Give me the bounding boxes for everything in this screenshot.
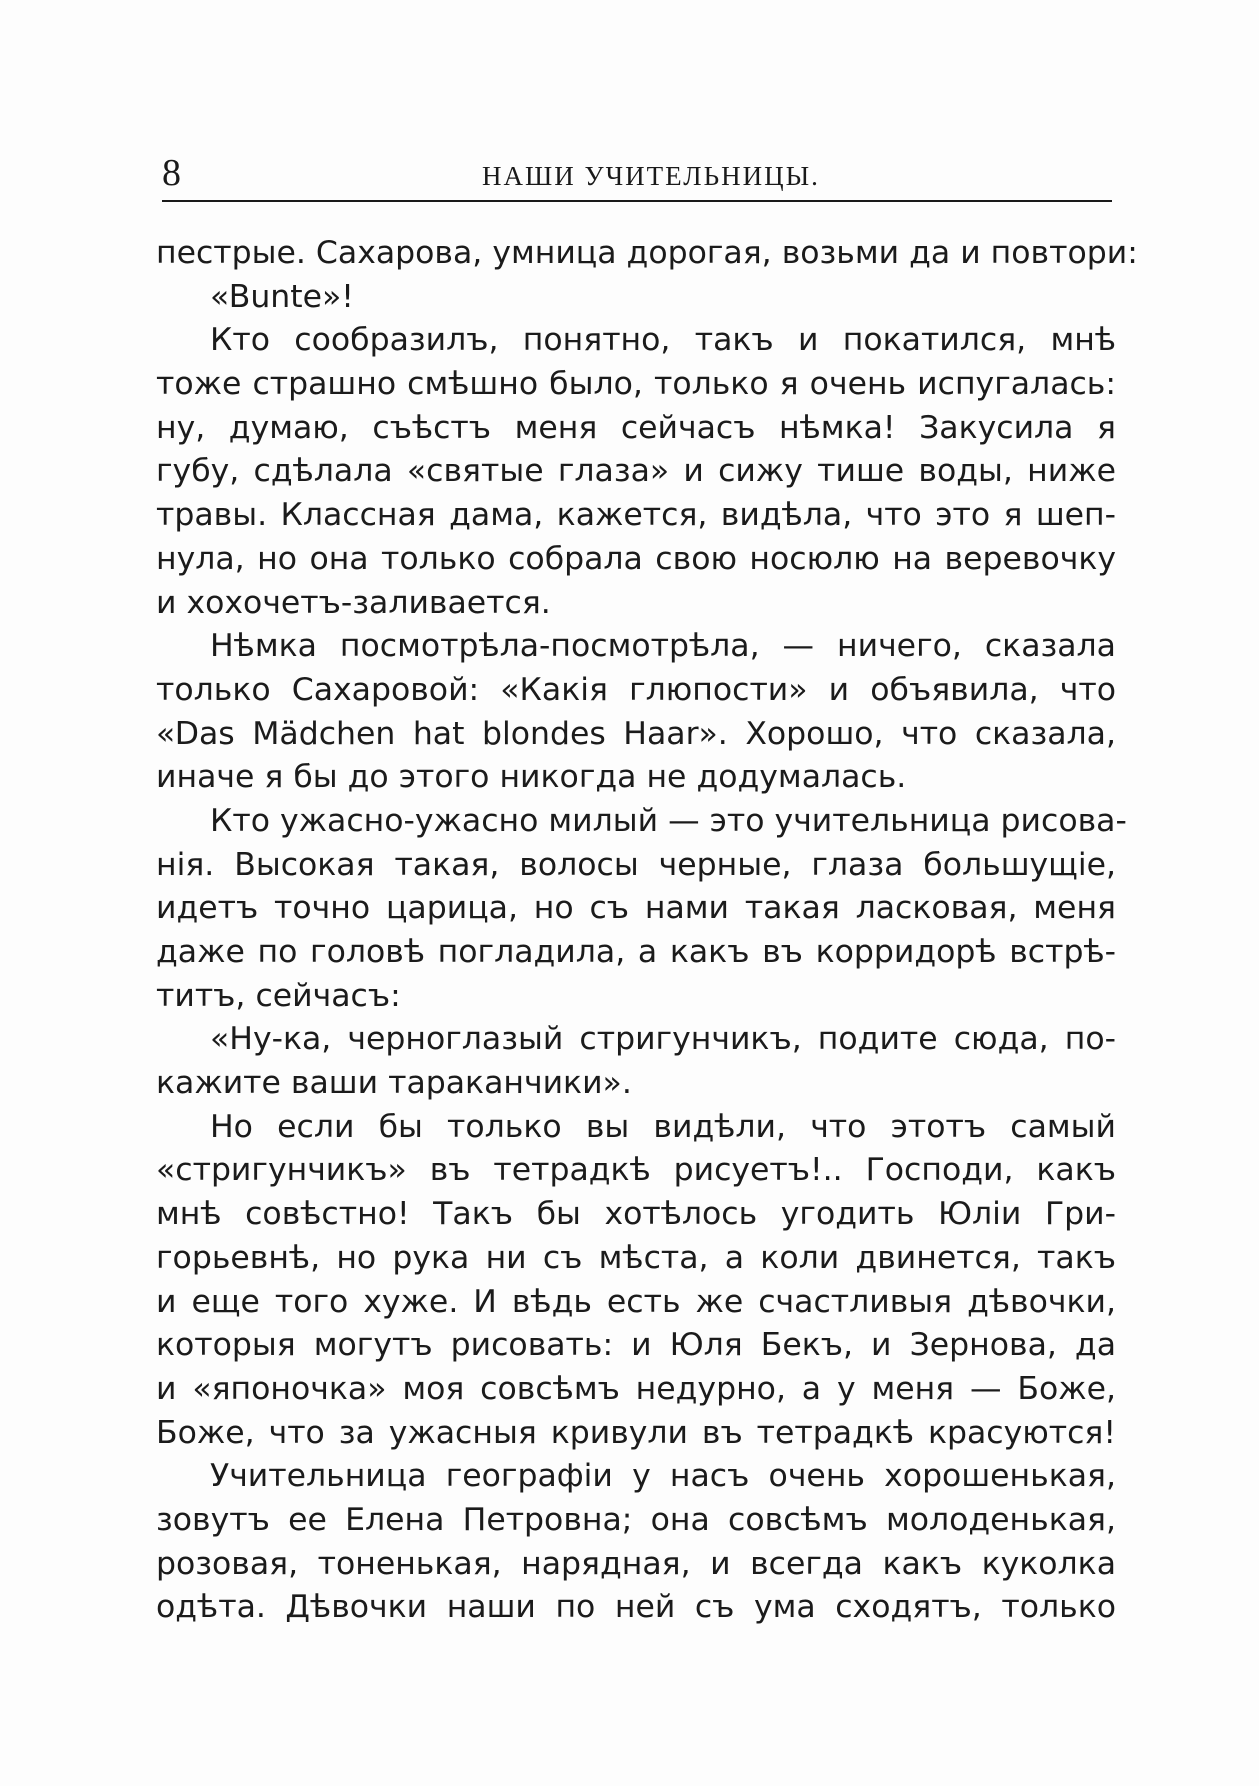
text-line: мнѣ совѣстно! Такъ бы хотѣлось угодить Юліи Гри- [156,1196,1116,1233]
text-line: Но если бы только вы видѣли, что этотъ самый [210,1108,1116,1145]
text-line: кажите ваши тараканчики». [156,1065,632,1102]
text-line: Боже, что за ужасныя кривули въ тетрадкѣ красуются! [156,1414,1116,1451]
page-header [162,150,1112,202]
text-line: тоже страшно смѣшно было, только я очень испугалась: [156,366,1116,403]
text-line: нула, но она только собрала свою носюлю на веревочку [156,540,1116,577]
running-title: НАШИ УЧИТЕЛЬНИЦЫ. [482,161,820,191]
text-line: травы. Классная дама, кажется, видѣла, что это я шеп- [156,497,1116,534]
body-text [156,232,1138,1630]
text-line: одѣта. Дѣвочки наши по ней съ ума сходятъ, только [156,1589,1116,1626]
text-line: которыя могутъ рисовать: и Юля Бекъ, и Зернова, да [156,1327,1116,1364]
text-line: даже по головѣ погладила, а какъ въ корридорѣ встрѣ- [156,934,1116,970]
text-line: Кто ужасно-ужасно милый — это учительница рисова- [210,802,1127,839]
text-line: губу, сдѣлала «святые глаза» и сижу тише воды, ниже [156,453,1116,490]
text-line: Кто сообразилъ, понятно, такъ и покатился, мнѣ [210,322,1116,359]
text-line: иначе я бы до этого никогда не додумалась. [156,759,907,796]
text-line: только Сахаровой: «Какія глюпости» и объявила, что [156,671,1116,708]
text-line: «Das Mädchen hat blondes Haar». Хорошо, что сказала, [156,715,1116,752]
page-number: 8 [162,152,181,194]
text-line: и «японочка» моя совсѣмъ недурно, а у меня — Боже, [156,1370,1116,1407]
text-line: и хохочетъ-заливается. [156,584,551,621]
text-line: «Ну-ка, черноглазый стригунчикъ, подите сюда, по- [210,1021,1116,1058]
text-line: Учительница географіи у насъ очень хорошенькая, [210,1458,1116,1495]
text-line: идетъ точно царица, но съ нами такая ласковая, меня [156,890,1116,927]
text-line: Нѣмка посмотрѣла-посмотрѣла, — ничего, сказала [210,628,1116,665]
text-line: зовутъ ее Елена Петровна; она совсѣмъ молоденькая, [156,1501,1116,1538]
text-line: и еще того хуже. И вѣдь есть же счастливыя дѣвочки, [156,1283,1116,1320]
text-line: ну, думаю, съѣстъ меня сейчасъ нѣмка! Закусила я [156,409,1116,446]
text-line: розовая, тоненькая, нарядная, и всегда какъ куколка [156,1545,1116,1582]
text-line: «стригунчикъ» въ тетрадкѣ рисуетъ!.. Господи, какъ [156,1152,1116,1189]
text-line: горьевнѣ, но рука ни съ мѣста, а коли двинется, такъ [156,1239,1116,1276]
text-line: пестрые. Сахарова, умница дорогая, возьми да и повтори: [156,235,1138,271]
text-line: титъ, сейчасъ: [156,977,401,1014]
text-line: нія. Высокая такая, волосы черные, глаза большущіе, [156,846,1116,883]
text-line: «Bunte»! [210,278,354,315]
